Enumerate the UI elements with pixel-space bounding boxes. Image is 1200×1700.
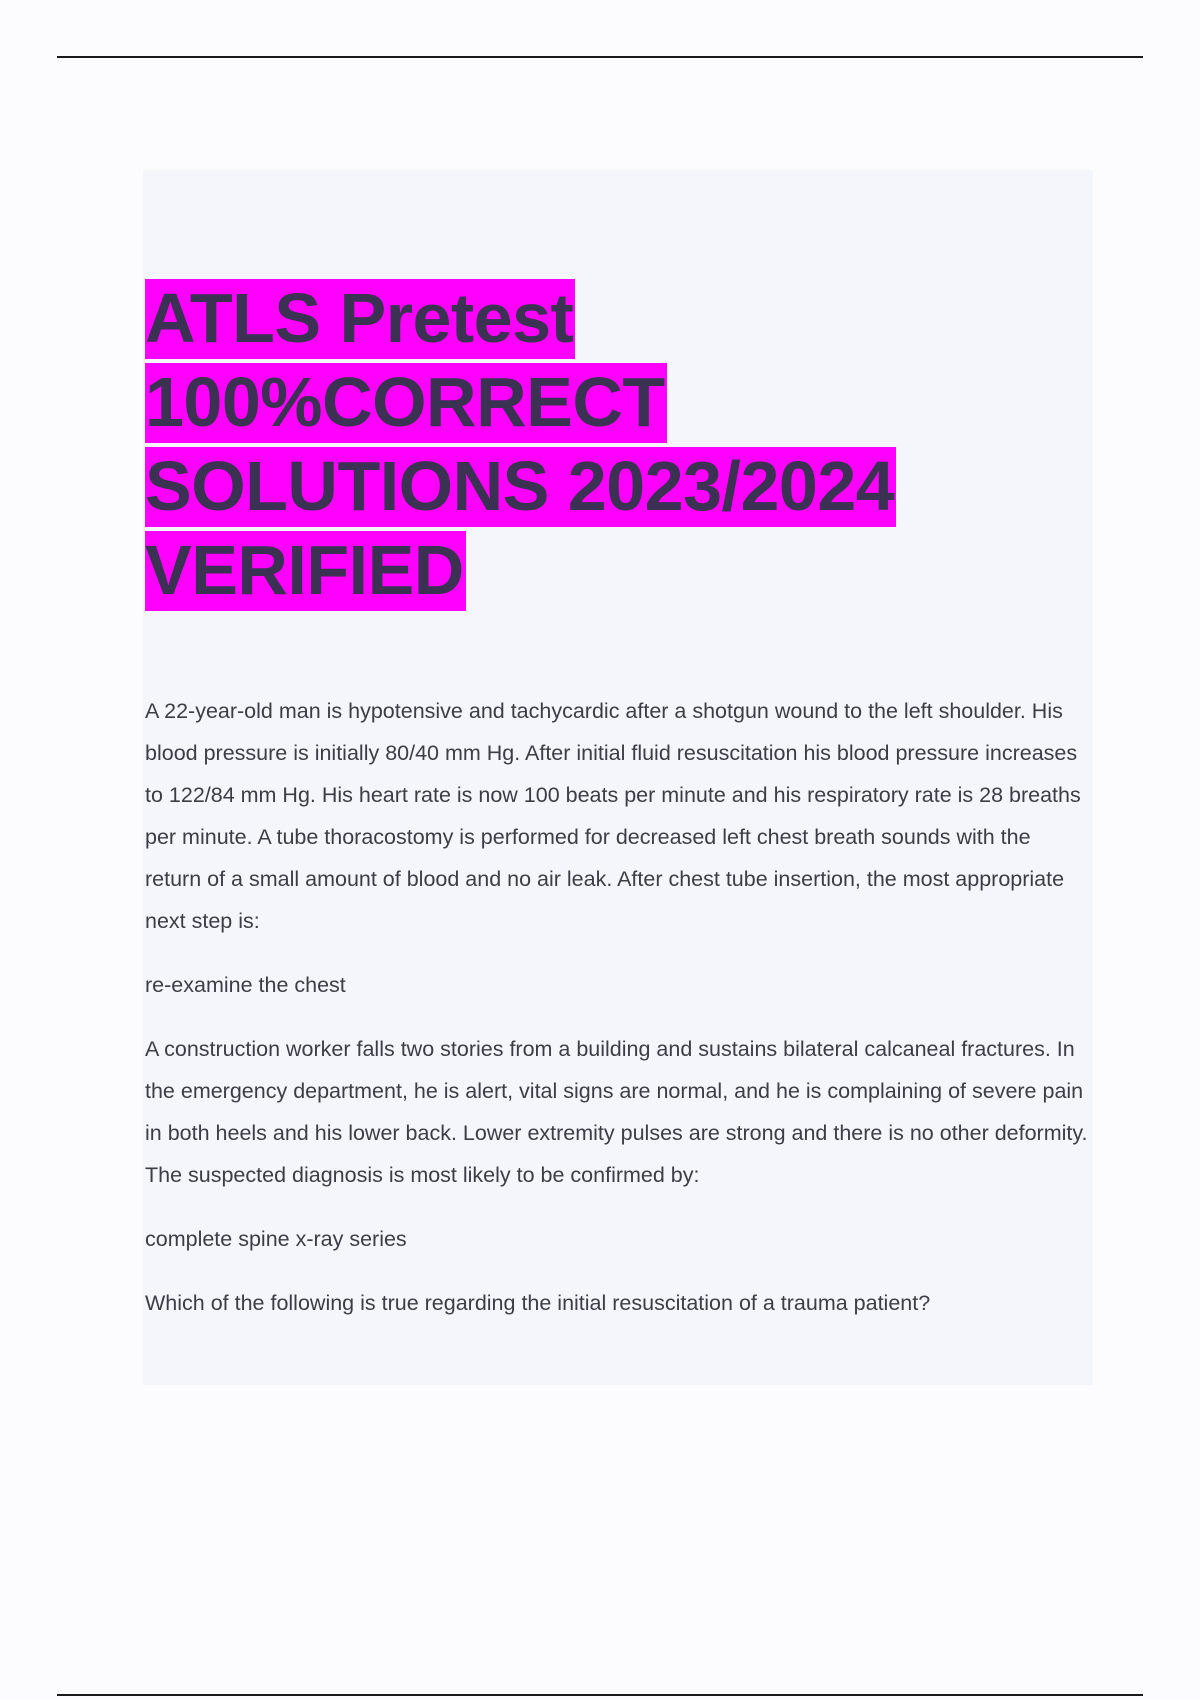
- qa-list: [145, 690, 1090, 1346]
- question-text: A construction worker falls two stories from a building and sustains bilateral calcaneal fractures. In the emergency department, he is alert, vital signs are normal, and he is complaining of severe pain in both heels and his lower back. Lower extremity pulses are strong and there is no other deformity. The suspected diagnosis is most likely to be confirmed by:: [145, 1037, 1088, 1187]
- document-content: [143, 170, 1093, 1385]
- title-highlight: ATLS Pretest 100%CORRECT SOLUTIONS 2023/2024 VERIFIED: [145, 279, 895, 609]
- bottom-rule: [57, 1694, 1143, 1696]
- document-title: [145, 276, 1005, 612]
- answer-text: complete spine x-ray series: [145, 1227, 407, 1251]
- question-text: A 22-year-old man is hypotensive and tachycardic after a shotgun wound to the left shoulder. His blood pressure is initially 80/40 mm Hg. After initial fluid resuscitation his blood pressure increases to 122/84 mm Hg. His heart rate is now 100 beats per minute and his respiratory rate is 28 breaths per minute. A tube thoracostomy is performed for decreased left chest breath sounds with the return of a small amount of blood and no air leak. After chest tube insertion, the most appropriate next step is:: [145, 699, 1081, 933]
- top-rule: [57, 56, 1143, 58]
- answer-text: re-examine the chest: [145, 973, 346, 997]
- question-text: Which of the following is true regarding the initial resuscitation of a trauma patient?: [145, 1291, 931, 1315]
